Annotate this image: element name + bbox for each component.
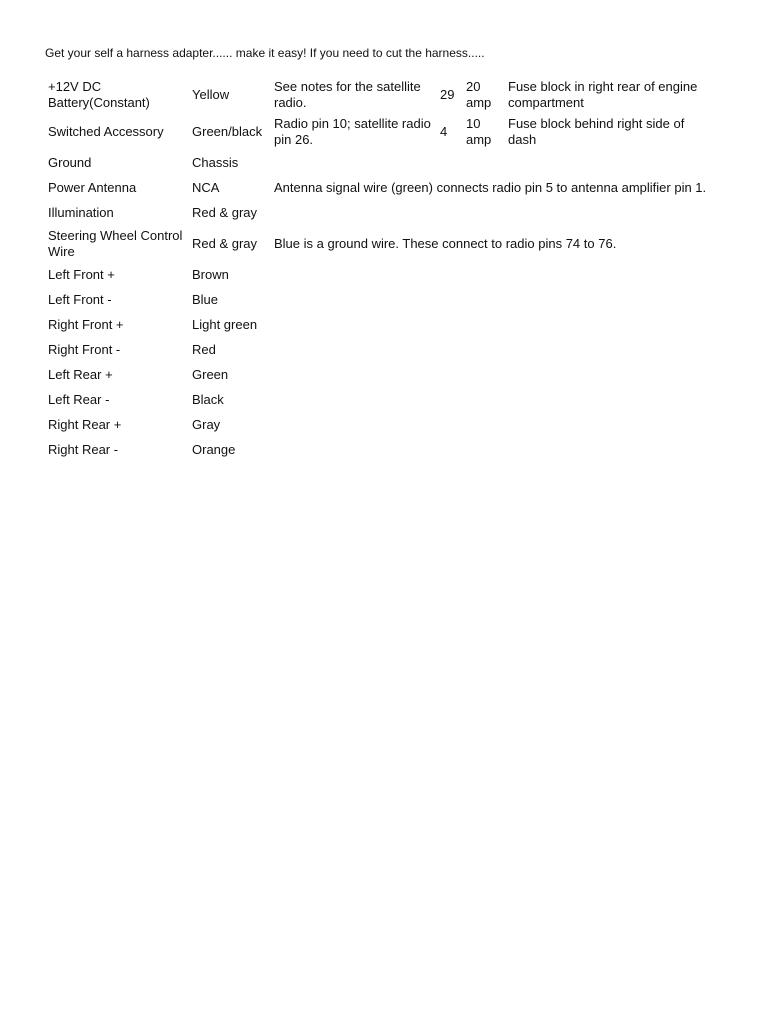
notes-cell: [270, 287, 712, 312]
table-row: [44, 362, 712, 387]
fuse-amp-cell: 10 amp: [466, 115, 492, 147]
circuit-cell: Left Front +: [48, 266, 115, 282]
notes-cell: [270, 150, 712, 175]
table-row: [44, 312, 712, 337]
table-row: [44, 113, 712, 150]
circuit-cell: Right Front +: [48, 316, 124, 332]
circuit-cell: Illumination: [48, 204, 114, 220]
wire-color-cell: Gray: [192, 416, 221, 432]
wire-color-cell: Brown: [192, 266, 229, 282]
notes-cell: Radio pin 10; satellite radio pin 26.: [274, 115, 431, 147]
notes-cell: [270, 362, 712, 387]
circuit-cell: Ground: [48, 154, 92, 170]
notes-cell: [270, 337, 712, 362]
circuit-cell: Left Front -: [48, 291, 112, 307]
table-row: [44, 437, 712, 462]
circuit-cell: Switched Accessory: [48, 123, 164, 139]
circuit-cell: Right Rear +: [48, 416, 122, 432]
table-row: [44, 337, 712, 362]
circuit-cell: Left Rear +: [48, 366, 113, 382]
table-row: [44, 287, 712, 312]
fuse-number-cell: 29: [440, 86, 455, 102]
wire-color-cell: Yellow: [192, 86, 230, 102]
wire-color-cell: Green/black: [192, 123, 263, 139]
notes-cell: [270, 312, 712, 337]
notes-cell: [270, 262, 712, 287]
notes-cell: [270, 412, 712, 437]
wire-color-cell: Blue: [192, 291, 219, 307]
table-row: [44, 175, 712, 200]
circuit-cell: Right Rear -: [48, 441, 119, 457]
wire-color-cell: Red & gray: [192, 235, 258, 251]
table-row: [44, 412, 712, 437]
fuse-amp-cell: 20 amp: [466, 78, 492, 110]
circuit-cell: Right Front -: [48, 341, 121, 357]
fuse-location-cell: Fuse block in right rear of engine compartment: [508, 78, 698, 110]
table-row: [44, 225, 712, 262]
wiring-table: [44, 76, 712, 462]
circuit-cell: Steering Wheel Control Wire: [48, 227, 183, 259]
table-row: [44, 150, 712, 175]
notes-cell: [270, 437, 712, 462]
wire-color-cell: NCA: [192, 179, 220, 195]
notes-cell: [270, 387, 712, 412]
intro-text: Get your self a harness adapter...... make it easy! If you need to cut the harness.....: [45, 46, 485, 60]
wire-color-cell: Red: [192, 341, 216, 357]
wire-color-cell: Chassis: [192, 154, 239, 170]
notes-cell: Blue is a ground wire. These connect to radio pins 74 to 76.: [274, 235, 617, 251]
circuit-cell: +12V DC Battery(Constant): [48, 78, 150, 110]
table-row: [44, 262, 712, 287]
circuit-cell: Left Rear -: [48, 391, 110, 407]
notes-cell: See notes for the satellite radio.: [274, 78, 421, 110]
notes-cell: [270, 200, 712, 225]
wire-color-cell: Black: [192, 391, 224, 407]
table-row: [44, 387, 712, 412]
table-row: [44, 200, 712, 225]
table-row: [44, 76, 712, 113]
circuit-cell: Power Antenna: [48, 179, 137, 195]
wire-color-cell: Orange: [192, 441, 236, 457]
notes-cell: Antenna signal wire (green) connects radio pin 5 to antenna amplifier pin 1.: [274, 179, 707, 195]
fuse-location-cell: Fuse block behind right side of dash: [508, 115, 685, 147]
wire-color-cell: Red & gray: [192, 204, 258, 220]
wire-color-cell: Light green: [192, 316, 258, 332]
wire-color-cell: Green: [192, 366, 229, 382]
fuse-number-cell: 4: [440, 123, 448, 139]
